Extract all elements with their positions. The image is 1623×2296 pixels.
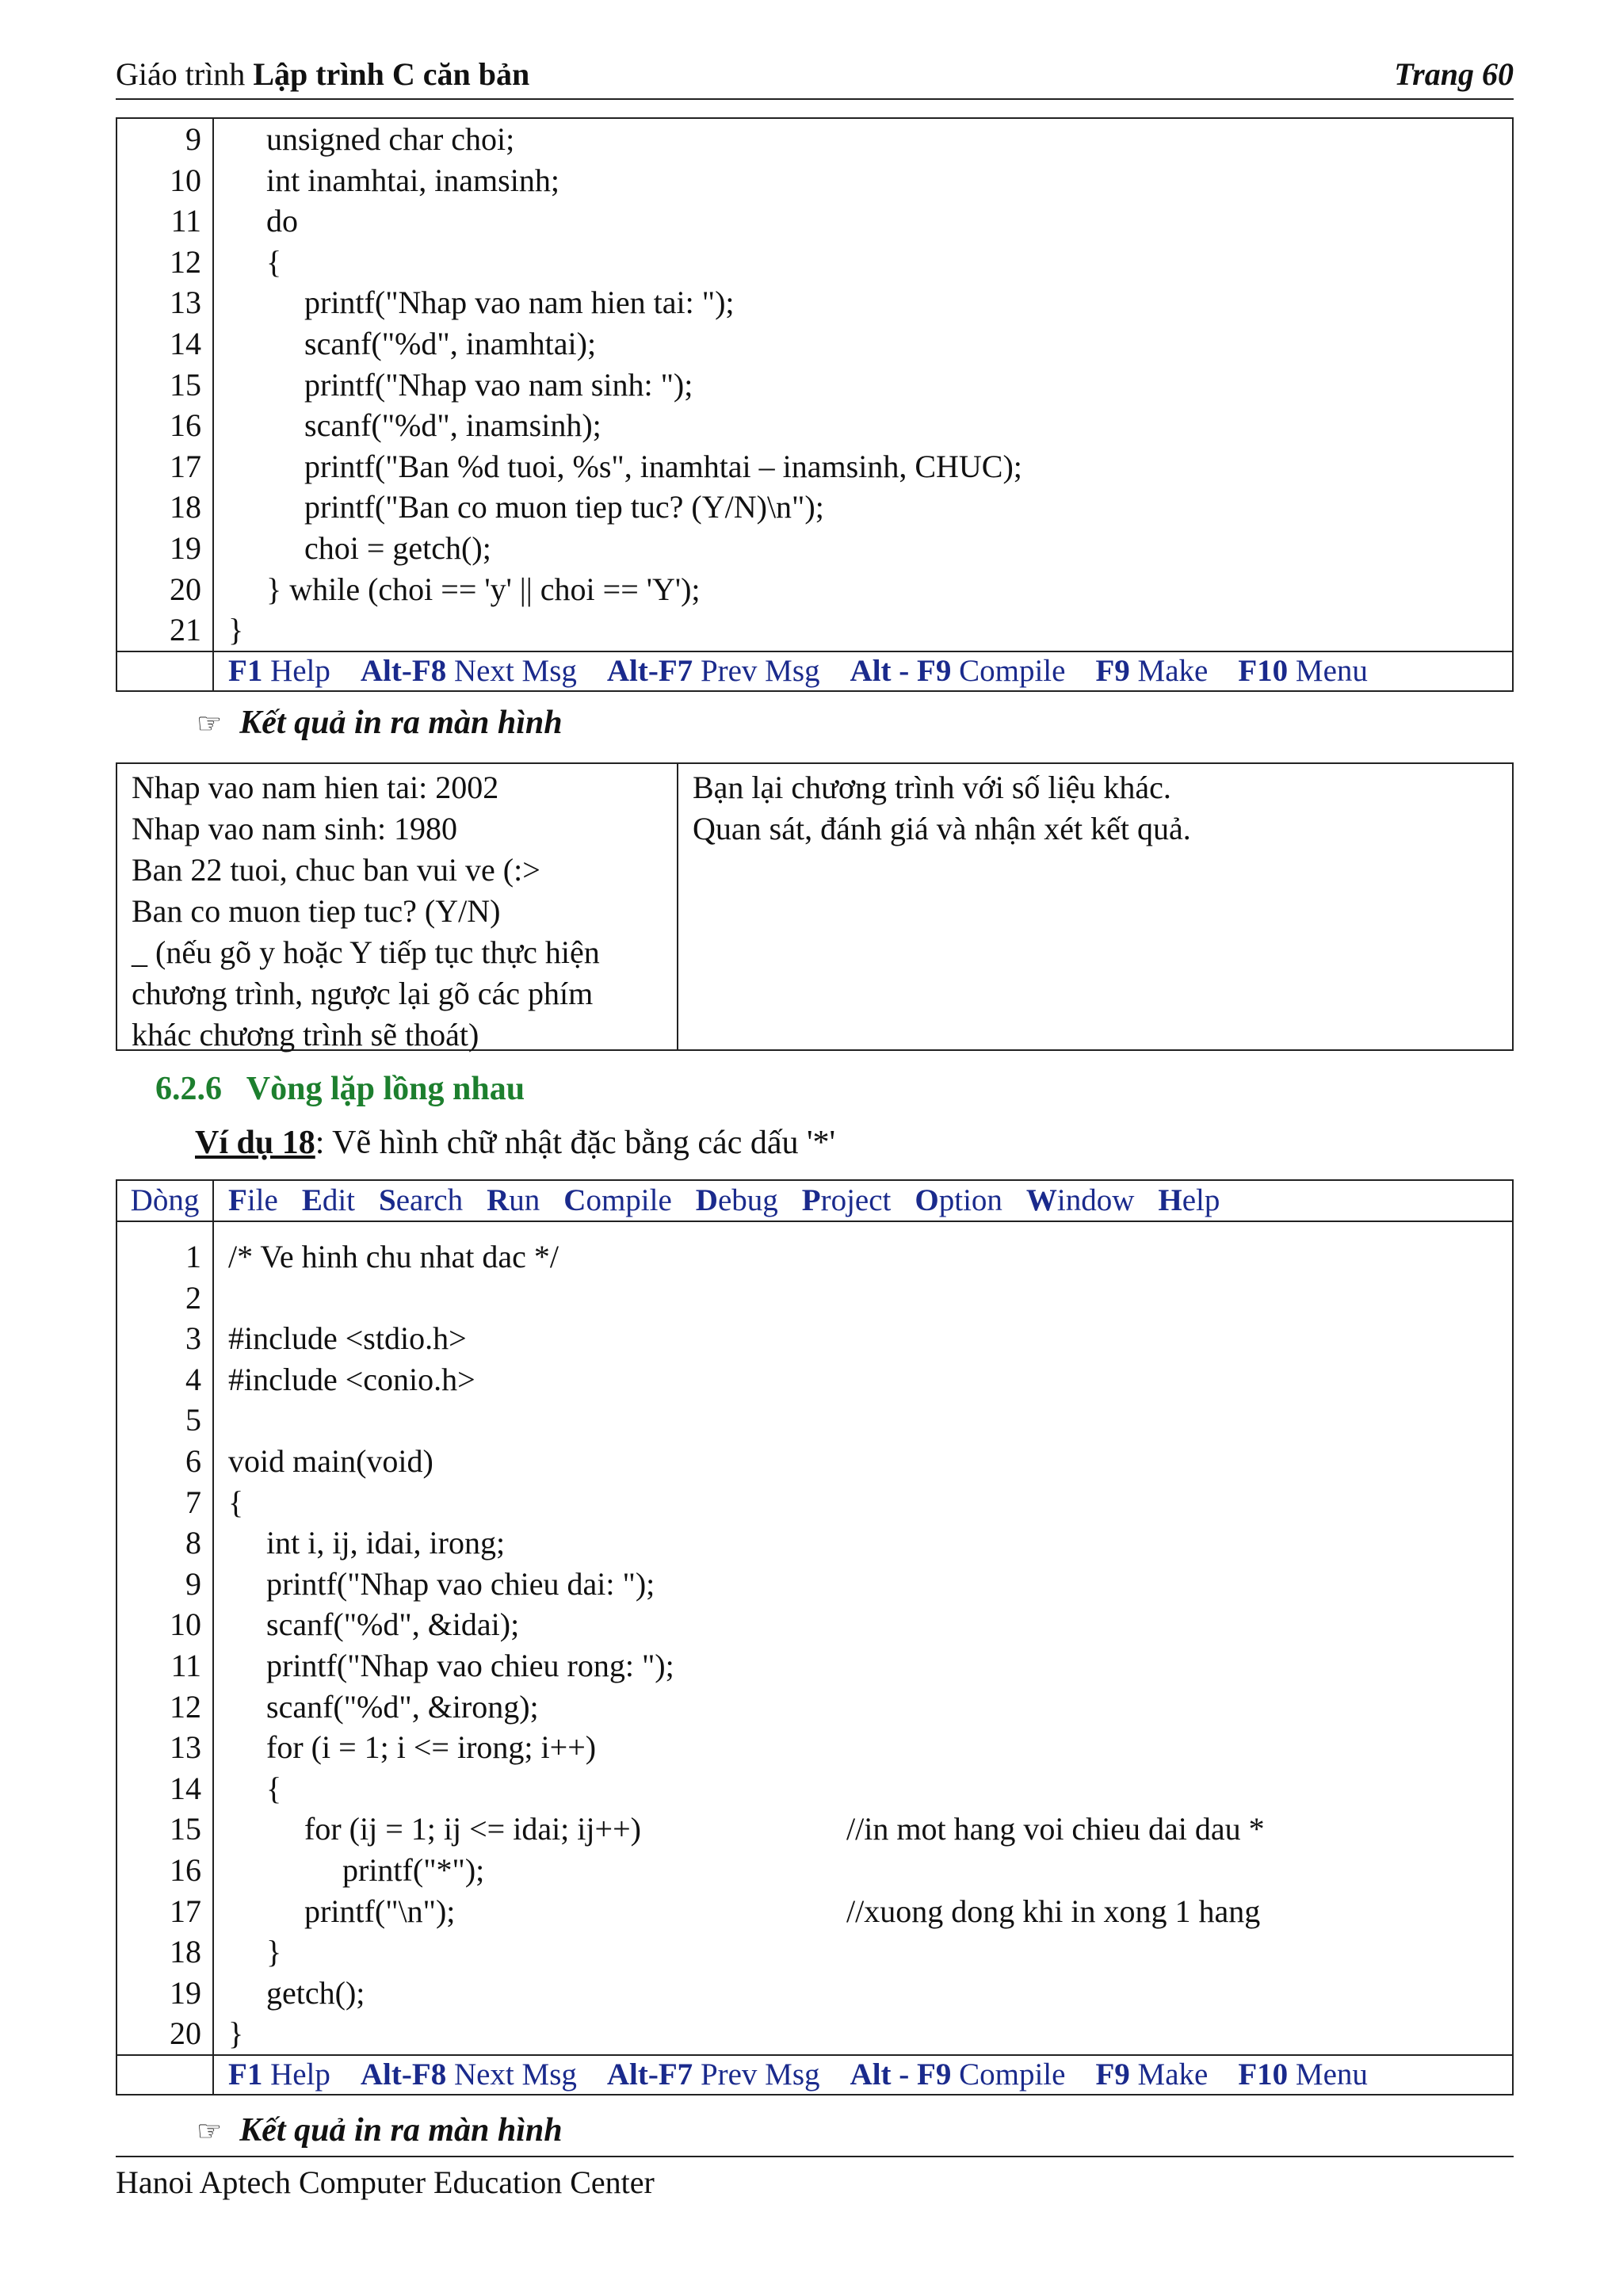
line-number: 14 [170, 1770, 201, 1806]
menu-item-label: dit [322, 1183, 355, 1217]
code-text: printf("Nhap vao chieu rong: "); [266, 1647, 674, 1683]
code-line [117, 1768, 1512, 1809]
function-key-hint [607, 654, 820, 688]
function-key-label: Make [1129, 653, 1209, 688]
example-caption [195, 1124, 835, 1162]
code-line [117, 1931, 1512, 1973]
output-line: chương trình, ngược lại gõ các phím [132, 976, 594, 1011]
page-footer: Hanoi Aptech Computer Education Center [116, 2156, 1514, 2201]
code-line [117, 1645, 1512, 1687]
menu-item [228, 1183, 278, 1217]
code-line [117, 487, 1512, 528]
code-line [117, 405, 1512, 446]
code-line [117, 365, 1512, 406]
function-key: F10 [1238, 653, 1289, 688]
code-text: printf("Nhap vao nam hien tai: "); [304, 285, 735, 321]
example-text: : Vẽ hình chữ nhật đặc bằng các dấu '*' [315, 1125, 836, 1161]
code-line [117, 242, 1512, 283]
code-text: int inamhtai, inamsinh; [266, 162, 559, 198]
code-text: unsigned char choi; [266, 121, 515, 157]
menu-hotkey: D [695, 1183, 718, 1217]
menu-item [802, 1183, 892, 1217]
title-bold: Lập trình C căn bản [253, 56, 530, 92]
code-text: for (ij = 1; ij <= idai; ij++) [304, 1811, 641, 1847]
output-line: khác chương trình sẽ thoát) [132, 1017, 479, 1052]
line-number: 21 [170, 612, 201, 648]
code-line [117, 1687, 1512, 1728]
line-number: 5 [185, 1402, 201, 1438]
code-listing-2 [116, 1179, 1514, 2095]
output-line: _ (nếu gõ y hoặc Y tiếp tục thực hiện [132, 934, 600, 970]
function-key-hint [228, 654, 330, 688]
function-key: Alt - F9 [850, 653, 952, 688]
line-number: 12 [170, 1688, 201, 1725]
code-line [117, 569, 1512, 610]
menu-hotkey: F [228, 1183, 247, 1217]
line-number: 6 [185, 1442, 201, 1479]
output-screen-column [117, 764, 678, 1052]
function-key-hint [1095, 2057, 1208, 2092]
function-key-hint [1095, 654, 1208, 688]
menu-item [379, 1183, 463, 1217]
code-line [117, 1236, 1512, 1278]
page-number: Trang 60 [1394, 56, 1514, 92]
code-text: #include <conio.h> [228, 1361, 475, 1397]
line-number: 1 [185, 1239, 201, 1274]
code-text: printf("Nhap vao chieu dai: "); [266, 1565, 655, 1602]
code-text: getch(); [266, 1974, 365, 2011]
code-line [117, 1441, 1512, 1482]
code-line [117, 1850, 1512, 1891]
code-line [117, 282, 1512, 323]
pointing-hand-icon: ☞ [197, 2115, 223, 2147]
function-key-hint [1238, 654, 1368, 688]
function-key: Alt - F9 [850, 2057, 952, 2092]
note-line: Bạn lại chương trình với số liệu khác. [693, 770, 1171, 805]
title-prefix: Giáo trình [116, 56, 254, 92]
code-line [117, 1522, 1512, 1564]
menu-item-label: earch [395, 1183, 464, 1217]
function-key-hint [228, 2057, 330, 2092]
line-number: 11 [170, 203, 201, 239]
line-number: 4 [185, 1361, 201, 1397]
result-heading-2: ☞ Kết quả in ra màn hình [197, 2112, 563, 2149]
menu-hotkey: P [801, 1183, 821, 1217]
code-text: printf("Ban co muon tiep tuc? (Y/N)\n"); [304, 489, 824, 525]
menu-hotkey: S [379, 1183, 396, 1217]
line-number: 12 [170, 243, 201, 280]
function-key-label: Menu [1288, 2057, 1368, 2092]
line-number: 19 [170, 1974, 201, 2011]
function-key-hint [361, 654, 577, 688]
menu-item-label: roject [820, 1183, 892, 1217]
function-key: F9 [1095, 2057, 1130, 2092]
menu-item-label: ption [938, 1183, 1002, 1217]
page-header [116, 51, 1514, 100]
output-table [116, 762, 1514, 1051]
menu-hotkey: O [915, 1183, 939, 1217]
result-heading-1: ☞ Kết quả in ra màn hình [197, 705, 563, 741]
function-key: F10 [1238, 2057, 1289, 2092]
menu-item [1158, 1183, 1220, 1217]
line-number: 13 [170, 1729, 201, 1766]
menu-item [563, 1183, 672, 1217]
function-key-hint [850, 654, 1066, 688]
function-key-bar-1 [117, 651, 1512, 690]
line-number: 17 [170, 1893, 201, 1929]
code-text: int i, ij, idai, irong; [266, 1525, 506, 1561]
code-text: { [266, 1770, 282, 1806]
function-key: F9 [1095, 653, 1130, 688]
ide-menu-bar [117, 1181, 1512, 1222]
section-title: 6.2.6 Vòng lặp lồng nhau [155, 1071, 525, 1107]
code-line [117, 119, 1512, 160]
code-text: } [266, 1934, 282, 1970]
pointing-hand-icon: ☞ [197, 708, 223, 739]
function-keys [228, 652, 1398, 690]
code-line [117, 609, 1512, 651]
menu-hotkey: C [563, 1183, 586, 1217]
code-line [117, 1604, 1512, 1645]
function-key-label: Menu [1288, 653, 1368, 688]
function-key: Alt-F7 [606, 653, 693, 688]
function-key-label: Next Msg [446, 2057, 577, 2092]
code-line [117, 528, 1512, 569]
line-number: 18 [170, 489, 201, 525]
code-comment: //in mot hang voi chieu dai dau * [846, 1811, 1265, 1847]
function-key-label: Help [262, 653, 330, 688]
line-number: 9 [185, 1565, 201, 1602]
code-line [117, 1727, 1512, 1768]
code-line [117, 1973, 1512, 2014]
output-line: Ban co muon tiep tuc? (Y/N) [132, 893, 501, 929]
menu-item [696, 1183, 778, 1217]
code-text: { [266, 243, 282, 280]
menu-item [302, 1183, 355, 1217]
code-text: { [228, 1484, 244, 1520]
function-key-label: Make [1129, 2057, 1209, 2092]
menu-item-label: ompile [586, 1183, 672, 1217]
function-key-label: Prev Msg [693, 653, 820, 688]
code-line [117, 1564, 1512, 1605]
line-number: 7 [185, 1484, 201, 1520]
code-line [117, 323, 1512, 365]
code-line [117, 446, 1512, 487]
line-number: 20 [170, 2015, 201, 2052]
menu-hotkey: R [487, 1183, 510, 1217]
line-number: 20 [170, 571, 201, 607]
output-line: Nhap vao nam hien tai: 2002 [132, 770, 499, 805]
function-key: F1 [228, 2057, 263, 2092]
line-number: 10 [170, 162, 201, 198]
menu-item-label: elp [1182, 1183, 1220, 1217]
code-text: choi = getch(); [304, 529, 491, 566]
function-key-label: Compile [951, 653, 1066, 688]
code-text: do [266, 203, 298, 239]
code-text: void main(void) [228, 1442, 433, 1479]
code-line [117, 1482, 1512, 1523]
function-key-label: Help [262, 2057, 330, 2092]
code-text: /* Ve hinh chu nhat dac */ [228, 1239, 559, 1274]
line-number: 14 [170, 325, 201, 361]
line-number: 13 [170, 285, 201, 321]
code-line [117, 201, 1512, 242]
line-number: 10 [170, 1606, 201, 1643]
example-label: Ví dụ 18 [195, 1125, 315, 1161]
line-number: 16 [170, 1851, 201, 1888]
code-line [117, 1400, 1512, 1441]
document-title [116, 55, 529, 93]
code-area-2 [117, 1222, 1512, 2054]
code-line [117, 1891, 1512, 1932]
line-number: 9 [185, 121, 201, 157]
line-number: 15 [170, 366, 201, 403]
line-number: 19 [170, 529, 201, 566]
code-text: for (i = 1; i <= irong; i++) [266, 1729, 597, 1766]
code-line [117, 1809, 1512, 1850]
code-text: } [228, 612, 244, 648]
function-key: F1 [228, 653, 263, 688]
function-key-hint [1238, 2057, 1368, 2092]
output-notes-column [678, 764, 1512, 1049]
code-text: } [228, 2015, 244, 2052]
line-number: 2 [185, 1279, 201, 1316]
menu-item-label: ebug [717, 1183, 778, 1217]
code-line [117, 2013, 1512, 2054]
line-number: 3 [185, 1320, 201, 1357]
function-key-label: Next Msg [446, 653, 577, 688]
function-key: Alt-F8 [360, 2057, 447, 2092]
function-key-hint [361, 2057, 577, 2092]
code-line [117, 1278, 1512, 1319]
code-comment: //xuong dong khi in xong 1 hang [846, 1893, 1261, 1929]
function-key-hint [607, 2057, 820, 2092]
function-key: Alt-F8 [360, 653, 447, 688]
code-line [117, 1359, 1512, 1400]
function-key: Alt-F7 [606, 2057, 693, 2092]
function-keys [228, 2056, 1398, 2094]
function-key-label: Compile [951, 2057, 1066, 2092]
code-text: printf("\n"); [304, 1893, 456, 1929]
output-line: Nhap vao nam sinh: 1980 [132, 811, 458, 846]
code-text: scanf("%d", inamsinh); [304, 407, 601, 444]
menu-item-label: indow [1056, 1183, 1135, 1217]
code-text: #include <stdio.h> [228, 1320, 467, 1357]
note-line: Quan sát, đánh giá và nhận xét kết quả. [693, 811, 1191, 846]
line-number: 17 [170, 448, 201, 484]
code-listing-1 [116, 117, 1514, 692]
function-key-hint [850, 2057, 1066, 2092]
menu-hotkey: H [1158, 1183, 1182, 1217]
code-text: printf("Ban %d tuoi, %s", inamhtai – inamsinh, CHUC); [304, 448, 1022, 484]
code-area-1 [117, 119, 1512, 651]
function-key-label: Prev Msg [693, 2057, 820, 2092]
menu-item [1026, 1183, 1135, 1217]
menu-items [228, 1181, 1243, 1221]
menu-item-label: ile [246, 1183, 278, 1217]
code-text: printf("*"); [342, 1851, 485, 1888]
line-number: 15 [170, 1811, 201, 1847]
line-column-header: Dòng [117, 1181, 214, 1221]
menu-hotkey: E [301, 1183, 323, 1217]
menu-item [487, 1183, 540, 1217]
code-text: scanf("%d", &idai); [266, 1606, 520, 1643]
menu-item [915, 1183, 1002, 1217]
line-number: 18 [170, 1934, 201, 1970]
function-key-bar-2 [117, 2054, 1512, 2094]
line-number: 8 [185, 1525, 201, 1561]
code-line [117, 1318, 1512, 1359]
menu-item-label: un [509, 1183, 540, 1217]
code-text: printf("Nhap vao nam sinh: "); [304, 366, 693, 403]
menu-hotkey: W [1025, 1183, 1057, 1217]
code-line [117, 160, 1512, 201]
line-number: 16 [170, 407, 201, 444]
line-number: 11 [170, 1647, 201, 1683]
code-text: scanf("%d", inamhtai); [304, 325, 597, 361]
code-text: } while (choi == 'y' || choi == 'Y'); [266, 571, 701, 607]
code-text: scanf("%d", &irong); [266, 1688, 539, 1725]
output-line: Ban 22 tuoi, chuc ban vui ve (:> [132, 852, 540, 888]
